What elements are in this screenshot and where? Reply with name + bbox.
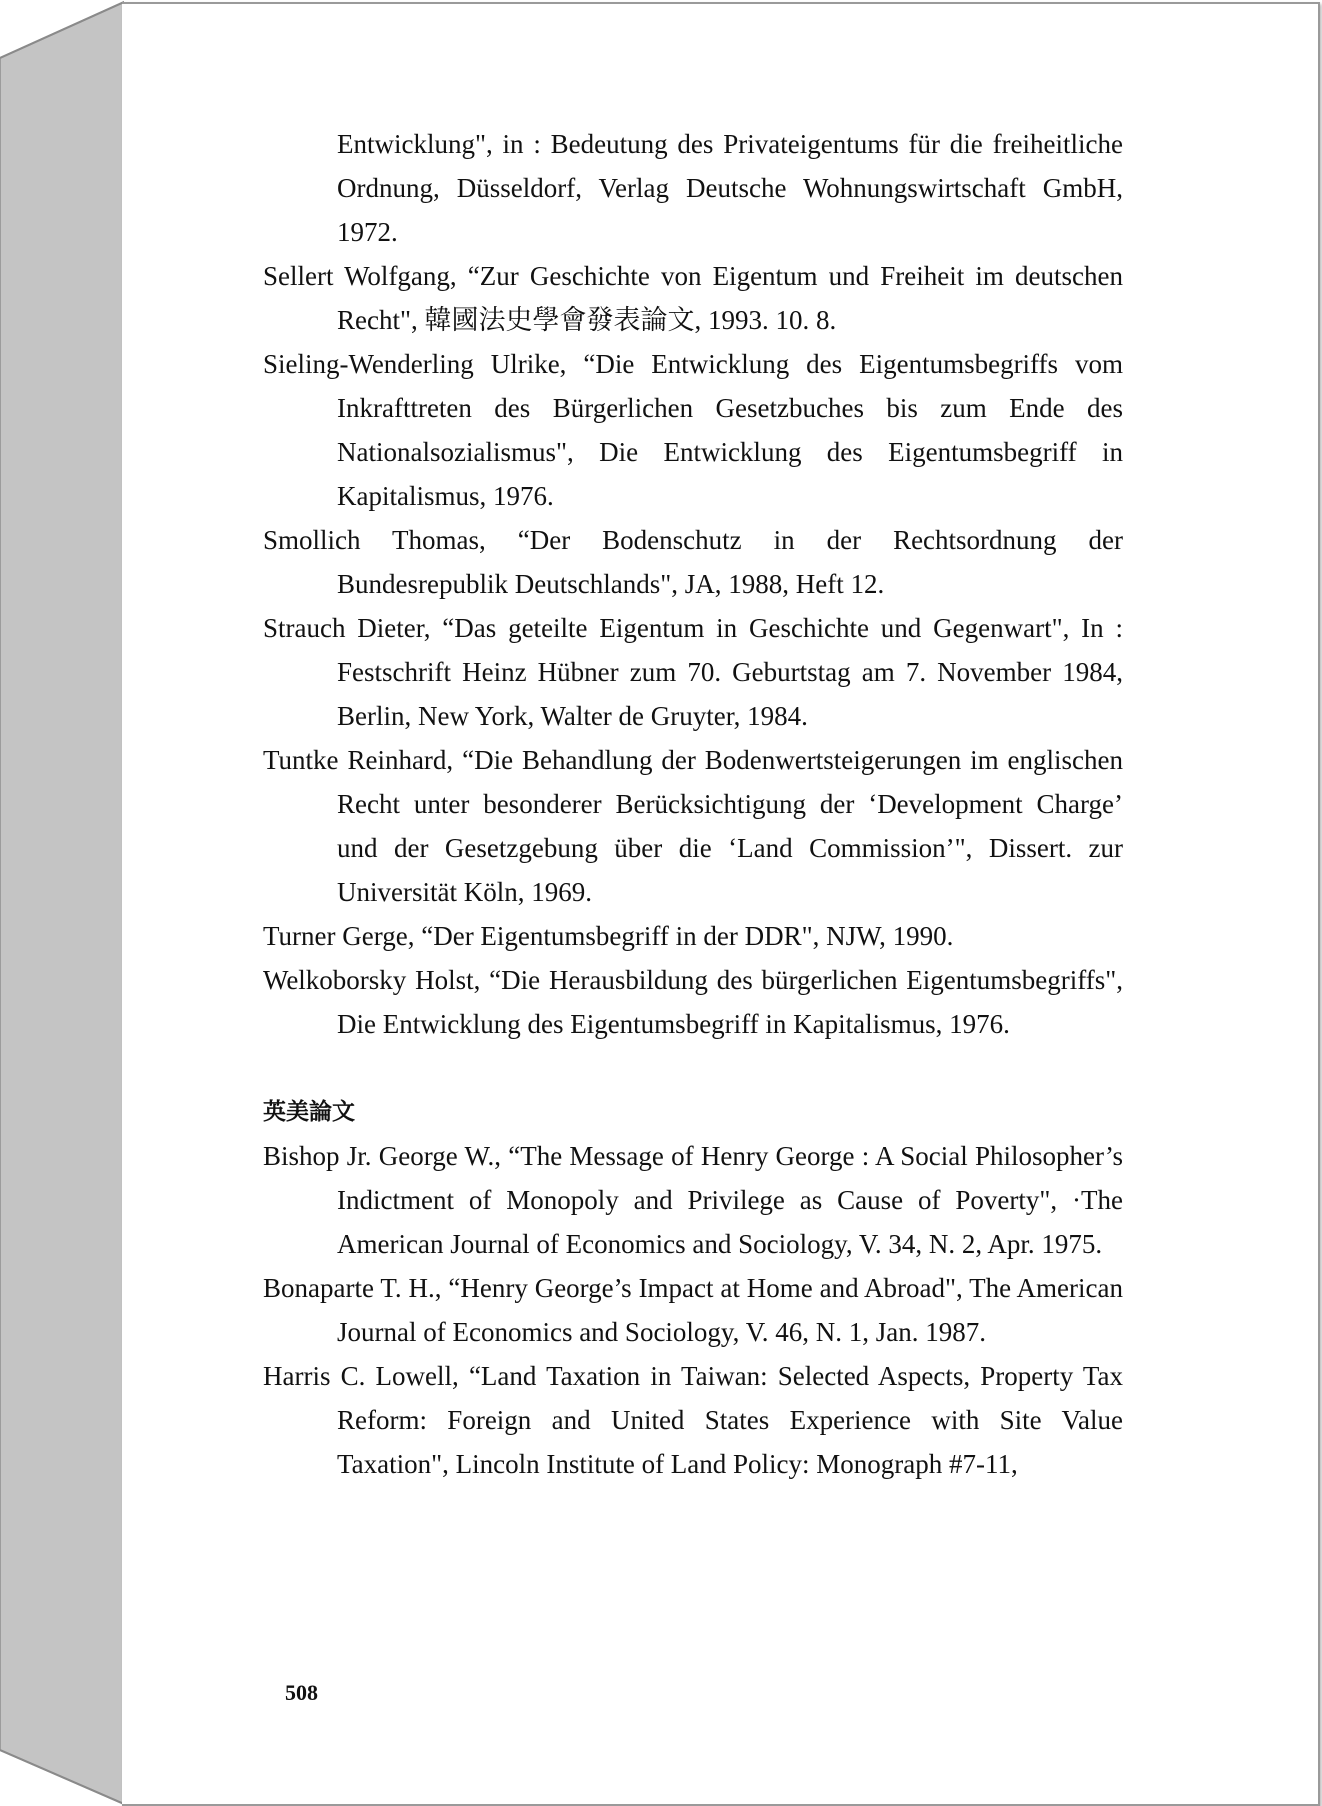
bibliography-entry: Sellert Wolfgang, “Zur Geschichte von Eigentum und Freiheit im deutschen Recht", 韓國法史學會發表論文, 1993. 10. 8. — [263, 261, 1123, 335]
bibliography-body — [263, 122, 1123, 1486]
bibliography-entry: Tuntke Reinhard, “Die Behandlung der Bodenwertsteigerungen im englischen Recht unter besonderer Berücksichtigung der ‘Development Charge’ und der Gesetzgebung über die ‘Land Commission’", Dissert. zur Universität Köln, 1969. — [263, 745, 1123, 907]
bibliography-entry: Sieling-Wenderling Ulrike, “Die Entwicklung des Eigentumsbegriffs vom Inkrafttreten des Bürgerlichen Gesetzbuches bis zum Ende des Nationalsozialismus", Die Entwicklung des Eigentumsbegriff in Kapitalismus, 1976. — [263, 349, 1123, 511]
bibliography-entry: Bishop Jr. George W., “The Message of Henry George : A Social Philosopher’s Indictment of Monopoly and Privilege as Cause of Poverty", ·The American Journal of Economics and Sociology, V. 34, N. 2, Apr. 1975. — [263, 1141, 1123, 1259]
bibliography-entry: Strauch Dieter, “Das geteilte Eigentum in Geschichte und Gegenwart", In : Festschrift Heinz Hübner zum 70. Geburtstag am 7. November 1984, Berlin, New York, Walter de Gruyter, 1984. — [263, 613, 1123, 731]
section-heading: 英美論文 — [263, 1099, 355, 1125]
book-spine — [0, 0, 124, 1806]
bibliography-entry: Turner Gerge, “Der Eigentumsbegriff in der DDR", NJW, 1990. — [263, 921, 954, 951]
bibliography-entry: Smollich Thomas, “Der Bodenschutz in der Rechtsordnung der Bundesrepublik Deutschlands", JA, 1988, Heft 12. — [263, 525, 1123, 599]
page-number: 508 — [285, 1680, 318, 1705]
bibliography-entry: Entwicklung", in : Bedeutung des Privateigentums für die freiheitliche Ordnung, Düsseldorf, Verlag Deutsche Wohnungswirtschaft GmbH, 1972. — [337, 129, 1123, 247]
bibliography-entry: Welkoborsky Holst, “Die Herausbildung des bürgerlichen Eigentumsbegriffs", Die Entwicklung des Eigentumsbegriff in Kapitalismus, 1976. — [263, 965, 1123, 1039]
bibliography-entry: Bonaparte T. H., “Henry George’s Impact at Home and Abroad", The American Journal of Economics and Sociology, V. 46, N. 1, Jan. 1987. — [263, 1273, 1123, 1347]
bibliography-entry: Harris C. Lowell, “Land Taxation in Taiwan: Selected Aspects, Property Tax Reform: Foreign and United States Experience with Site Value Taxation", Lincoln Institute of Land Policy: Monograph #7-11, — [263, 1361, 1123, 1479]
